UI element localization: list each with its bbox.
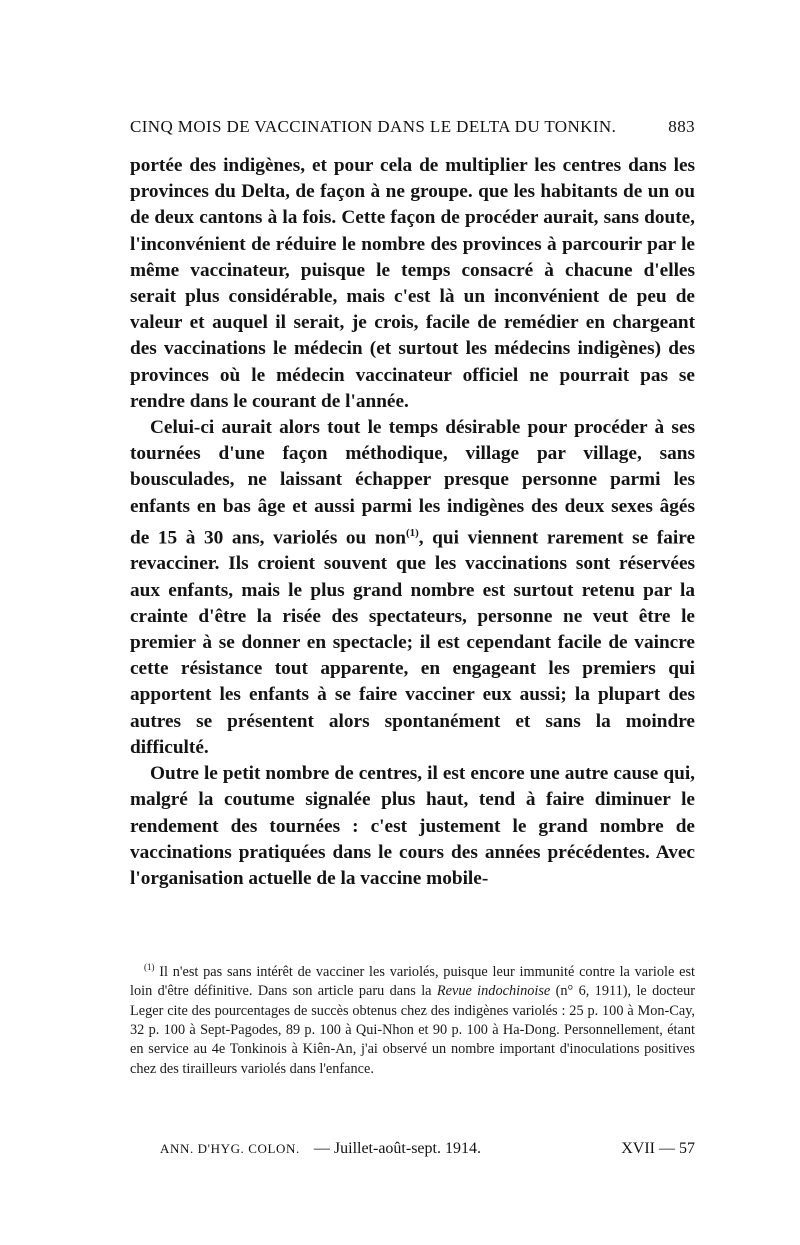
paragraph-2-part-a: Celui-ci aurait alors tout le temps désirable pour procéder à ses tournées d'une façon méthodique, village par village, sans bousculades, ne laissant échapper presque personne parmi les enfants en bas âge et aussi parmi les indigènes des deux sexes âgés de 15 à 30 ans, variolés ou non	[130, 417, 695, 549]
running-title: CINQ MOIS DE VACCINATION DANS LE DELTA DU TONKIN.	[130, 117, 617, 136]
footer-signature: XVII — 57	[621, 1140, 695, 1157]
running-header	[130, 117, 695, 137]
footnote	[130, 958, 695, 1079]
footnote-marker: (1)	[144, 962, 155, 972]
paragraph-3: Outre le petit nombre de centres, il est encore une autre cause qui, malgré la coutume signalée plus haut, tend à faire diminuer le rendement des tournées : c'est justement le grand nombre de vaccinations pratiquées dans le cours des années précédentes. Avec l'organisation actuelle de la vaccine mobile-	[130, 763, 695, 889]
body-text	[130, 153, 695, 892]
footer-date: — Juillet-août-sept. 1914.	[313, 1140, 481, 1157]
paragraph-2	[130, 415, 695, 761]
paragraph-2-part-b: , qui viennent rarement se faire revacciner. Ils croient souvent que les vaccinations sont réservées aux enfants, mais le plus grand nombre est surtout retenu par la crainte d'être la risée des spectateurs, personne ne veut être le premier à se donner en spectacle; il est cependant facile de vaincre cette résistance tout apparente, en engageant les premiers qui apportent les enfants à se faire vacciner eux aussi; la plupart des autres se présentent alors spontanément et sans la moindre difficulté.	[130, 527, 695, 758]
footer-journal: ANN. D'HYG. COLON.	[160, 1141, 300, 1156]
footnote-text-part-b: (n° 6, 1911), le docteur Leger cite des pourcentages de succès obtenus chez des indigènes variolés : 25 p. 100 à Mon-Cay, 32 p. 100 à Sept-Pagodes, 89 p. 100 à Qui-Nhon et 90 p. 100 à Ha-Dong. Personnellement, étant en service au 4e Tonkinois à Kiên-An, j'ai observé un nombre important d'inoculations positives chez des tirailleurs variolés dans l'enfance.	[130, 983, 695, 1077]
paragraph-1: portée des indigènes, et pour cela de multiplier les centres dans les provinces du Delta, de façon à ne groupe. que les habitants de un ou de deux cantons à la fois. Cette façon de procéder aurait, sans doute, l'inconvénient de réduire le nombre des provinces à parcourir par le même vaccinateur, puisque le temps consacré à chacune d'elles serait plus considérable, mais c'est là un inconvénient de peu de valeur et auquel il serait, je crois, facile de remédier en chargeant des vaccinations le médecin (et surtout les médecins indigènes) des provinces où le médecin vaccinateur officiel ne pourrait pas se rendre dans le courant de l'année.	[130, 155, 695, 412]
footnote-reference: (1)	[405, 526, 419, 539]
page-footer	[160, 1140, 695, 1158]
footer-left	[160, 1140, 495, 1158]
page-number: 883	[668, 117, 695, 136]
footnote-journal-title: Revue indochinoise	[436, 983, 551, 1000]
footnote-text	[130, 958, 695, 1079]
footnote-text-part-a: Il n'est pas sans intérêt de vacciner les variolés, puisque leur immunité contre la variole est loin d'être définitive. Dans son article paru dans la	[130, 963, 695, 1000]
